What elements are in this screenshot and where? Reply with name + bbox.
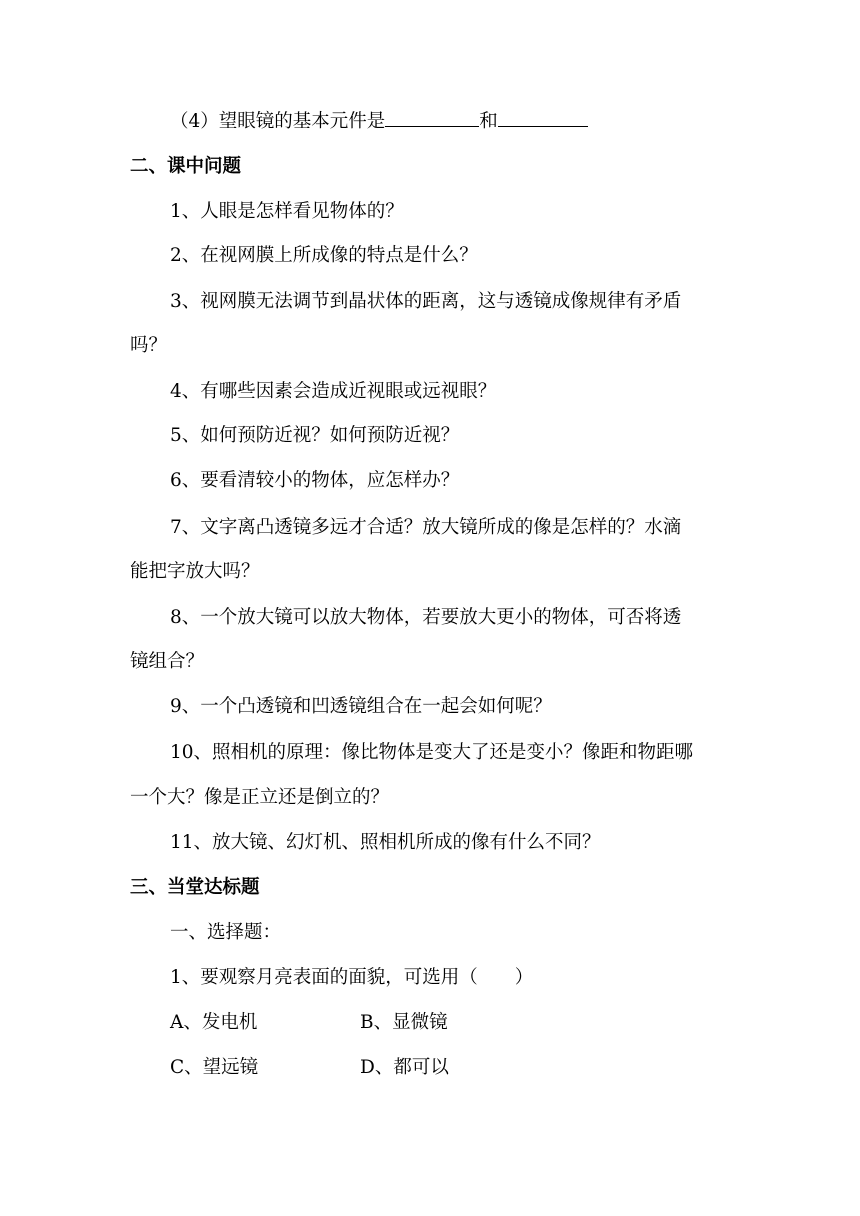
fill-in-item-4 <box>170 106 730 134</box>
question-4: 4、有哪些因素会造成近视眼或远视眼？ <box>170 381 497 402</box>
choice-question-1: 1、要观察月亮表面的面貌，可选用（ ） <box>170 967 534 988</box>
question-2: 2、在视网膜上所成像的特点是什么？ <box>170 245 478 266</box>
question-6: 6、要看清较小的物体，应怎样办？ <box>170 470 460 491</box>
option-a[interactable]: A、发电机 <box>170 1012 258 1033</box>
question-7-line2: 能把字放大吗？ <box>130 561 260 582</box>
question-8-line1: 8、一个放大镜可以放大物体，若要放大更小的物体，可否将透 <box>170 607 682 628</box>
question-5: 5、如何预防近视？如何预防近视？ <box>170 425 460 446</box>
option-d[interactable]: D、都可以 <box>360 1057 449 1078</box>
question-7-line1: 7、文字离凸透镜多远才合适？放大镜所成的像是怎样的？水滴 <box>170 517 682 538</box>
question-1: 1、人眼是怎样看见物体的？ <box>170 201 404 222</box>
question-11: 11、放大镜、幻灯机、照相机所成的像有什么不同？ <box>170 832 601 853</box>
question-10-line2: 一个大？像是正立还是倒立的？ <box>130 787 390 808</box>
answer-blank-1[interactable] <box>385 106 479 127</box>
question-9: 9、一个凸透镜和凹透镜组合在一起会如何呢？ <box>170 696 552 717</box>
item4-middle: 和 <box>479 111 498 132</box>
options-row-2 <box>170 1056 730 1080</box>
section3-title: 三、当堂达标题 <box>130 877 260 898</box>
question-10-line1: 10、照相机的原理：像比物体是变大了还是变小？像距和物距哪 <box>170 742 694 763</box>
question-3-line1: 3、视网膜无法调节到晶状体的距离，这与透镜成像规律有矛盾 <box>170 291 682 312</box>
options-row-1 <box>170 1011 730 1035</box>
section2-title: 二、课中问题 <box>130 156 242 177</box>
question-3-line2: 吗？ <box>130 335 168 356</box>
question-8-line2: 镜组合？ <box>130 651 205 672</box>
answer-blank-2[interactable] <box>498 106 588 127</box>
item4-prefix: （4）望眼镜的基本元件是 <box>170 111 386 132</box>
option-c[interactable]: C、望远镜 <box>170 1057 259 1078</box>
section3-subtitle: 一、选择题： <box>170 922 282 943</box>
option-b[interactable]: B、显微镜 <box>360 1012 448 1033</box>
